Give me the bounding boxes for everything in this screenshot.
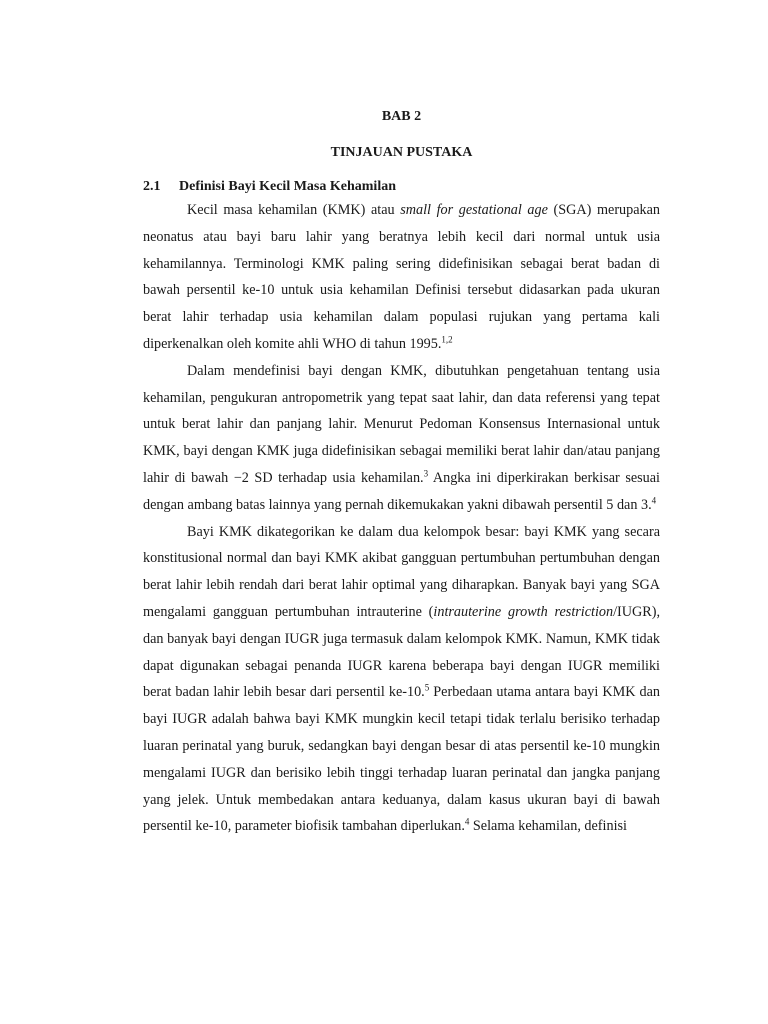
p3-text-c: /IUGR), dan banyak bayi dengan IUGR juga termasuk dalam kelompok KMK. Namun, KMK tidak dapat digunakan sebagai penanda IUGR karena beberapa bayi dengan IUGR memiliki berat badan lahir lebih besar dari persentil ke-10. [143,603,660,701]
chapter-title: TINJAUAN PUSTAKA [330,145,473,160]
document-page [143,108,660,840]
citation-4b: 4 [464,816,470,827]
p1-text-a: Kecil masa kehamilan (KMK) atau [187,202,401,218]
paragraph-2 [143,358,660,519]
paragraph-3 [143,519,660,841]
p3-text-a: Bayi KMK dikategorikan ke dalam dua kelompok besar: bayi KMK yang secara konstitusional normal dan bayi KMK akibat gangguan pertumbuhan pertumbuhan dengan berat lahir lebih rendah dari berat lahir optimal yang diharapkan. Banyak bayi yang SGA mengalami gangguan pertumbuhan intrauterine ( [143,523,660,620]
p3-italic-term: intrauterine growth restriction [433,603,614,620]
p3-text-e: Selama kehamilan, definisi [469,818,627,835]
section-number: 2.1 [143,179,161,194]
section-heading [143,178,660,196]
p1-text-c: (SGA) merupakan neonatus atau bayi baru lahir yang beratnya lebih kecil dari normal untuk usia kehamilannya. Terminologi KMK paling sering didefinisikan sebagai berat badan di bawah persentil ke-10 untuk usia kehamilan Definisi tersebut didasarkan pada ukuran berat lahir terhadap usia kehamilan dalam populasi rujukan yang pertama kali diperkenalkan oleh komite ahli WHO di tahun 1995. [143,202,661,352]
p2-text-b: Angka ini diperkirakan berkisar sesuai dengan ambang batas lainnya yang pernah dikemukakan yakni dibawah persentil 5 dan 3. [143,469,661,513]
citation-4: 4 [651,495,657,506]
section-title: Definisi Bayi Kecil Masa Kehamilan [179,179,396,194]
citation-5: 5 [424,682,430,693]
p2-text-a: Dalam mendefinisi bayi dengan KMK, dibutuhkan pengetahuan tentang usia kehamilan, pengukuran antropometrik yang tepat saat lahir, dan data referensi yang tepat untuk berat lahir dan panjang lahir. Menurut Pedoman Konsensus Internasional untuk KMK, bayi dengan KMK juga didefinisikan sebagai memiliki berat lahir dan/atau panjang lahir di bawah −2 SD terhadap usia kehamilan. [143,362,660,486]
citation-1-2: 1,2 [441,334,453,345]
p1-italic-term: small for gestational age [400,202,548,218]
chapter-number: BAB 2 [381,109,422,124]
paragraph-1 [143,197,660,358]
citation-3: 3 [423,468,429,479]
p3-text-d: Perbedaan utama antara bayi KMK dan bayi IUGR adalah bahwa bayi KMK mungkin kecil tetapi tidak terlalu berisiko terhadap luaran perinatal yang buruk, sedangkan bayi dengan besar di atas persentil ke-10 mungkin mengalami IUGR dan berisiko lebih tinggi terhadap luaran perinatal dan jangka panjang yang jelek. Untuk membedakan antara keduanya, dalam kasus ukuran bayi di bawah persentil ke-10, parameter biofisik tambahan diperlukan. [143,684,660,835]
